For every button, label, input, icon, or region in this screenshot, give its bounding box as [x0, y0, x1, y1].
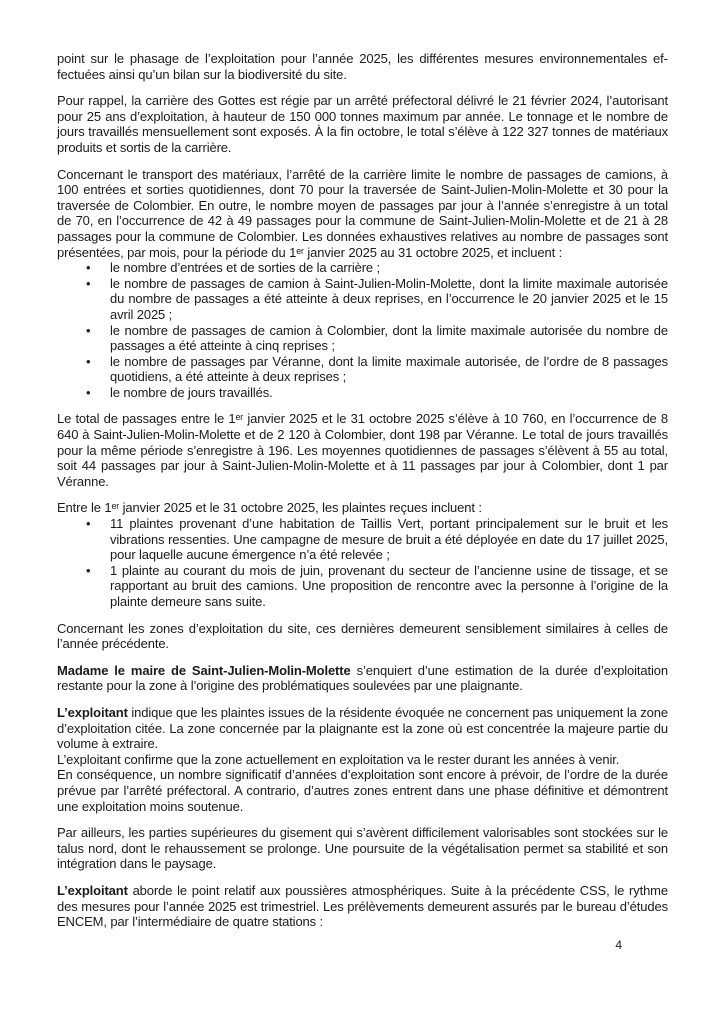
- speaker-exploitant: L’exploitant: [57, 882, 128, 898]
- list-item: • le nombre d’entrées et de sorties de la carrière ;: [57, 260, 668, 276]
- speaker-exploitant: L’exploitant: [57, 704, 128, 720]
- list-item: • le nombre de jours travaillés.: [57, 385, 668, 401]
- paragraph-poussieres: [57, 883, 668, 930]
- list-item: • le nombre de passages de camion à Saint-Julien-Molin-Molette, dont la limite maximale autorisée du nombre de passages a été atteinte à deux reprises, en l’occurrence le 20 janvier 2025 et le 15 avril 2025 ;: [57, 276, 668, 323]
- paragraph-text: aborde le point relatif aux poussières atmosphériques. Suite à la précédente CSS, le rythme des mesures pour l’année 2025 est trimestriel. Les prélèvements demeurent assurés par le bureau d’études ENCEM, par l’intermédiaire de quatre stations :: [57, 882, 668, 930]
- speaker-maire: Madame le maire de Saint-Julien-Molin-Molette: [57, 662, 351, 678]
- paragraph-plaintes-intro: Entre le 1ᵉʳ janvier 2025 et le 31 octobre 2025, les plaintes reçues incluent :: [57, 500, 482, 516]
- bullet-list-passages: [57, 260, 668, 400]
- list-item: • le nombre de passages de camion à Colombier, dont la limite maximale autorisée du nombre de passages a été atteinte à cinq reprises ;: [57, 323, 668, 354]
- page-number: 4: [615, 938, 622, 952]
- list-item: • 11 plaintes provenant d’une habitation de Taillis Vert, portant principalement sur le bruit et les vibrations ressenties. Une campagne de mesure de bruit a été déployée en date du 17 juillet 2025, pour laquelle aucune émergence n’a été relevée ;: [57, 516, 668, 563]
- paragraph-exploitant-reponse: [57, 705, 668, 752]
- list-item: • 1 plainte au courant du mois de juin, provenant du secteur de l’ancienne usine de tissage, et se rapportant au bruit des camions. Une proposition de rencontre avec la personne à l’origine de la plainte demeure sans suite.: [57, 563, 668, 610]
- paragraph-text: indique que les plaintes issues de la résidente évoquée ne concernent pas uniquement la zone d’exploitation citée. La zone concernée par la plaignante est la zone où est concentrée la majeure partie du volume à extraire.: [57, 704, 668, 752]
- paragraph-zones-exploitation: Concernant les zones d’exploitation du site, ces dernières demeurent sensiblement similaires à celles de l’année précédente.: [57, 620, 668, 652]
- bullet-list-plaintes: [57, 516, 668, 610]
- list-item: • le nombre de passages par Véranne, dont la limite maximale autorisée, de l’ordre de 8 passages quotidiens, a été atteinte à deux reprises ;: [57, 354, 668, 385]
- paragraph-transport-intro: Concernant le transport des matériaux, l’arrêté de la carrière limite le nombre de passages de camions, à 100 entrées et sorties quotidiennes, dont 70 pour la traversée de Saint-Julien-Molin-Molette et 30 pour la traversée de Colombier. En outre, le nombre moyen de passages par jour à l’année s’enregistre à un total de 70, en l’occurrence de 42 à 49 passages pour la commune de Saint-Julien-Molin-Molette et de 21 à 28 passages pour la commune de Colombier. Les données exhaustives relatives au nombre de passages sont présentées, par mois, pour la période du 1ᵉʳ janvier 2025 au 31 octobre 2025, et incluent :: [57, 166, 668, 260]
- paragraph-maire-question: [57, 663, 668, 694]
- paragraph-exploitant-confirme: L’exploitant confirme que la zone actuellement en exploitation va le rester durant les années à venir.: [57, 751, 620, 767]
- paragraph-rappel-tonnage: Pour rappel, la carrière des Gottes est régie par un arrêté préfectoral délivré le 21 février 2024, l’autorisant pour 25 ans d’exploitation, à hauteur de 150 000 tonnes maximum par année. Le tonnage et le nombre de jours travaillés mensuellement sont exposés. À la fin octobre, le total s’élève à 122 327 tonnes de matériaux produits et sortis de la carrière.: [57, 93, 668, 155]
- paragraph-consequence: En conséquence, un nombre significatif d’années d’exploitation sont encore à prévoir, de l’ordre de la durée prévue par l’arrêté préfectoral. A contrario, d’autres zones entrent dans une phase définitive et démontrent une exploitation moins soutenue.: [57, 767, 668, 814]
- paragraph-total-passages: Le total de passages entre le 1ᵉʳ janvier 2025 et le 31 octobre 2025 s’élève à 10 760, en l’occurrence de 8 640 à Saint-Julien-Molin-Molette et de 2 120 à Colombier, dont 198 par Véranne. Le total de jours travaillés pour la même période s’enregistre à 196. Les moyennes quotidiennes de passages s’élèvent à 55 au total, soit 44 passages par jour à Saint-Julien-Molin-Molette et à 11 passages par jour à Colombier, dont 1 par Véranne.: [57, 411, 668, 489]
- paragraph-talus-nord: Par ailleurs, les parties supérieures du gisement qui s’avèrent difficilement valorisables sont stockées sur le talus nord, dont le rehaussement se prolonge. Une poursuite de la végétalisation permet sa stabilité et son intégration dans le paysage.: [57, 825, 668, 872]
- paragraph-phasage: point sur le phasage de l’exploitation pour l’année 2025, les différentes mesures environnementales effectuées ainsi qu’un bilan sur la biodiversité du site.: [57, 51, 668, 82]
- paragraph-text: s’enquiert d’une estimation de la durée d’exploitation restante pour la zone à l’origine des problématiques soulevées par une plaignante.: [57, 662, 668, 694]
